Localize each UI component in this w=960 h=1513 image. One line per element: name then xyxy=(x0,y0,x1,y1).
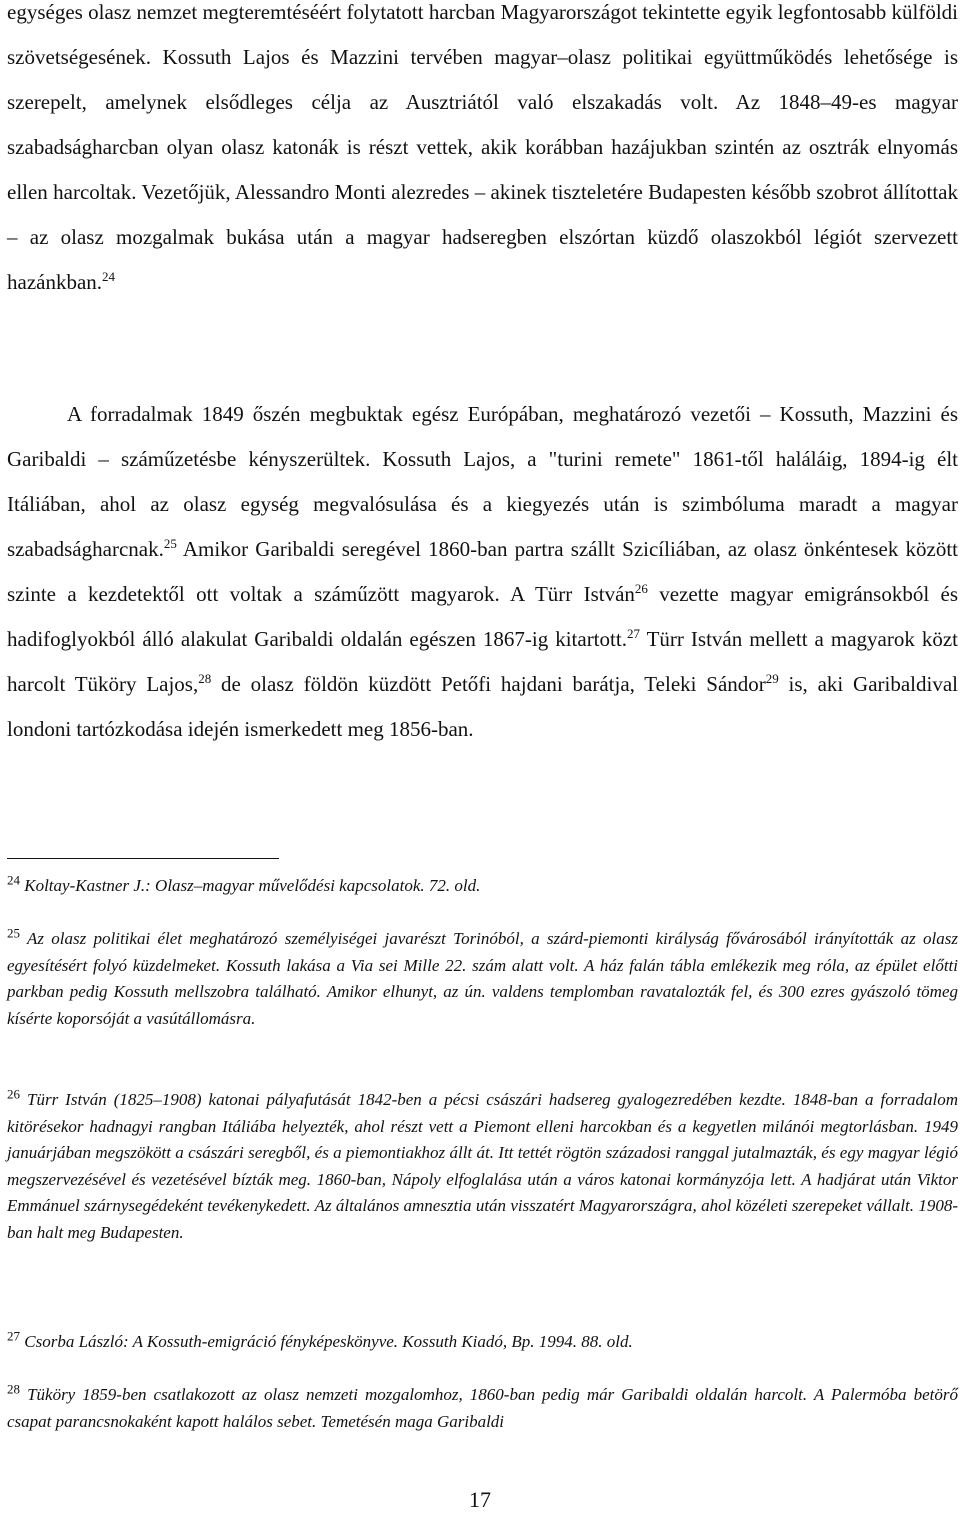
footnote-number: 26 xyxy=(7,1086,20,1102)
footnote-ref-29[interactable]: 29 xyxy=(765,671,779,686)
footnote-24 xyxy=(7,873,958,900)
footnote-text: Tüköry 1859-ben csatlakozott az olasz nemzeti mozgalomhoz, 1860-ban pedig már Garibaldi oldalán harcolt. A Palermóba betörő csapat parancsnokaként kapott halálos sebet. Temetésén maga Garibaldi xyxy=(7,1385,958,1431)
footnote-28 xyxy=(7,1382,958,1435)
footnote-27 xyxy=(7,1329,958,1356)
page-number: 17 xyxy=(469,1487,491,1512)
body-paragraph-1 xyxy=(7,0,958,305)
footnote-number: 24 xyxy=(7,872,20,888)
footnote-ref-24[interactable]: 24 xyxy=(102,269,116,284)
paragraph-text: is, aki Garibaldival londoni tartózkodása idején ismerkedett meg 1856-ban. xyxy=(7,672,959,741)
footnote-ref-25[interactable]: 25 xyxy=(163,536,177,551)
footnote-ref-26[interactable]: 26 xyxy=(634,581,648,596)
paragraph-text: A forradalmak 1849 őszén megbuktak egész Európában, meghatározó vezetői – Kossuth, Mazzini és Garibaldi – száműzetésbe kényszerültek. Kossuth Lajos, a "turini remete" 1861-től haláláig, 1894-ig élt Itáliában, ahol az olasz egység megvalósulása és a kiegyezés után is szimbóluma maradt a magyar szabadságharcnak. xyxy=(7,402,958,561)
footnote-number: 28 xyxy=(7,1381,20,1397)
footnote-text: Türr István (1825–1908) katonai pályafutását 1842-ben a pécsi császári hadsereg gyalogezredében kezdte. 1848-ban a forradalom kitörésekor hadnagyi rangban Itáliába helyezték, ahol részt vett a Piemont elleni harcokban és a kegyetlen milánói megtorlásban. 1949 januárjában megszökött a császári seregből, és a piemontiakhoz állt át. Itt tettét rögtön századosi ranggal jutalmazták, és egy magyar légió megszervezésével és vezetésével bízták meg. 1860-ban, Nápoly elfoglalása után a város katonai kormányzója lett. A hadjárat után Viktor Emmánuel szárnysegédeként tevékenykedett. Az általános amnesztia után visszatért Magyarországra, ahol közéleti szerepeket vállalt. 1908-ban halt meg Budapesten. xyxy=(7,1090,958,1242)
paragraph-text: Türr István mellett a magyarok közt harcolt Tüköry Lajos, xyxy=(7,627,958,696)
paragraph-text: de olasz földön küzdött Petőfi hajdani barátja, Teleki Sándor xyxy=(211,672,766,696)
footnote-text: Koltay-Kastner J.: Olasz–magyar művelődési kapcsolatok. 72. old. xyxy=(24,876,481,895)
paragraph-text: vezette magyar emigránsokból és hadifoglyokból álló alakulat Garibaldi oldalán egészen 1867-ig kitartott. xyxy=(7,582,958,651)
footnote-ref-27[interactable]: 27 xyxy=(626,626,640,641)
footnote-text: Csorba László: A Kossuth-emigráció fényképeskönyve. Kossuth Kiadó, Bp. 1994. 88. old. xyxy=(24,1332,633,1351)
paragraph-text: egységes olasz nemzet megteremtéséért folytatott harcban Magyarországot tekintette egyik legfontosabb külföldi szövetségesének. Kossuth Lajos és Mazzini tervében magyar–olasz politikai együttműködés lehetősége is szerepelt, amelynek elsődleges célja az Ausztriától való elszakadás volt. Az 1848–49-es magyar szabadságharcban olyan olasz katonák is részt vettek, akik korábban hazájukban szintén az osztrák elnyomás ellen harcoltak. Vezetőjük, Alessandro Monti alezredes – akinek tiszteletére Budapesten később szobrot állítottak – az olasz mozgalmak bukása után a magyar hadseregben elszórtan küzdő olaszokból légiót szervezett hazánkban. xyxy=(7,0,958,294)
footnote-number: 25 xyxy=(7,925,20,941)
footnote-separator xyxy=(7,858,279,859)
paragraph-text: Amikor Garibaldi seregével 1860-ban partra szállt Szicíliában, az olasz önkéntesek között szinte a kezdetektől ott voltak a száműzött magyarok. A Türr István xyxy=(7,537,958,606)
footnote-number: 27 xyxy=(7,1328,20,1344)
body-paragraph-2 xyxy=(7,392,958,752)
footnote-26 xyxy=(7,1087,958,1246)
footnote-25 xyxy=(7,926,958,1032)
footnote-ref-28[interactable]: 28 xyxy=(198,671,212,686)
footnote-text: Az olasz politikai élet meghatározó személyiségei javarészt Torinóból, a szárd-piemonti királyság fővárosából irányították az olasz egyesítésért folyó küzdelmeket. Kossuth lakása a Via sei Mille 22. szám alatt volt. A ház falán tábla emlékezik meg róla, az épület előtti parkban pedig Kossuth mellszobra található. Amikor elhunyt, az ún. valdens templomban ravatalozták fel, és 300 ezres gyászoló tömeg kísérte koporsóját a vasútállomásra. xyxy=(7,929,958,1028)
